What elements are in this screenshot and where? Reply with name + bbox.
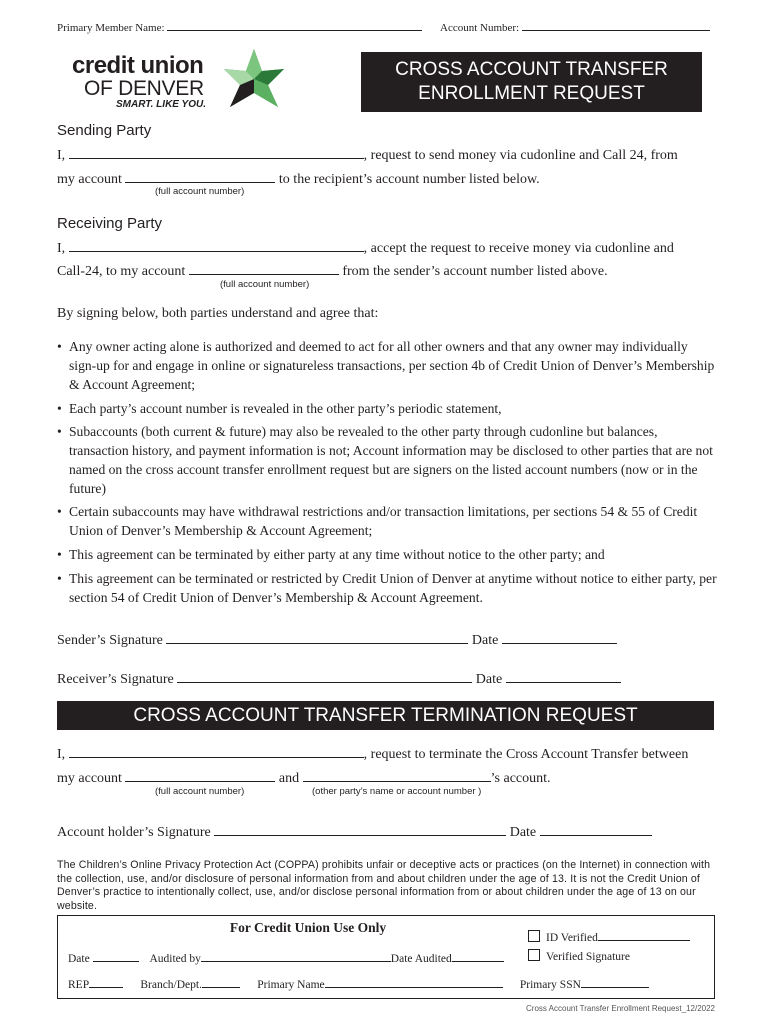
audit-row xyxy=(68,951,504,965)
form-title-box xyxy=(361,52,702,112)
account-number-label: Account Number: xyxy=(440,22,520,34)
id-verified-label: ID Verified xyxy=(546,932,598,944)
receiver-date-input[interactable] xyxy=(506,670,621,683)
holder-date-label: Date xyxy=(509,825,537,840)
termination-name-input[interactable] xyxy=(69,745,364,758)
sender-date-label: Date xyxy=(471,633,499,648)
sending-request-text: , request to send money via cudonline and Call 24, from xyxy=(363,148,678,163)
star-logo-icon xyxy=(222,47,286,111)
id-verified-input[interactable] xyxy=(598,930,690,941)
receiver-signature-row xyxy=(57,670,621,688)
bullet-item: • Any owner acting alone is authorized and deemed to act for all other owners and that any owner may individually sign-up for and engage in online or signatureless transactions, per section 4b of Credit Union of Denver’s Membership & Account Agreement; xyxy=(57,337,717,394)
receiving-line2 xyxy=(57,262,608,280)
primary-member-input[interactable] xyxy=(167,20,422,31)
bullet-item: • This agreement can be terminated or restricted by Credit Union of Denver at anytime without notice to either party, per section 54 of Credit Union of Denver’s Membership & Account Agreement. xyxy=(57,571,717,605)
receiver-sig-label: Receiver’s Signature xyxy=(57,672,174,687)
sending-my-account: my account xyxy=(57,172,122,187)
coppa-notice: The Children’s Online Privacy Protection Act (COPPA) prohibits unfair or deceptive acts or practices (on the Internet) in connection with the collection, use, and/or disclosure of personal information from and about children under the age of 13. It is not the Credit Union of Denver’s practice to intentionally collect, use, and/or disclose personal information from or about children under the age of 13 on our website. xyxy=(57,859,711,912)
account-number-input[interactable] xyxy=(522,20,710,31)
termination-i: I, xyxy=(57,747,66,762)
receiving-line1 xyxy=(57,239,674,257)
verified-signature-checkbox[interactable] xyxy=(528,949,540,961)
account-number-field xyxy=(440,20,710,34)
bullet-text: Any owner acting alone is authorized and deemed to act for all other owners and that any owner may individually sign-up for and engage in online or signatureless transactions, per section 4b of Credit Union of Denver’s Membership & Account Agreement; xyxy=(69,339,715,392)
agreement-intro: By signing below, both parties understand and agree that: xyxy=(57,306,379,321)
logo-line1: credit union xyxy=(72,52,204,79)
sender-account-input[interactable] xyxy=(125,170,275,183)
form-title-line1: CROSS ACCOUNT TRANSFER xyxy=(395,59,668,80)
receiver-name-input[interactable] xyxy=(69,239,364,252)
primary-ssn-label: Primary SSN xyxy=(519,979,581,991)
audited-by-label: Audited by xyxy=(149,953,201,965)
termination-hint1: (full account number) xyxy=(155,786,245,797)
other-party-input[interactable] xyxy=(303,769,491,782)
branch-input[interactable] xyxy=(202,977,240,988)
receiver-signature-input[interactable] xyxy=(177,670,472,683)
sender-signature-input[interactable] xyxy=(166,631,468,644)
bullet-item: • Certain subaccounts may have withdrawal restrictions and/or transaction limitations, per sections 54 & 55 of Credit Union of Denver’s Membership & Account Agreement; xyxy=(57,502,717,540)
cu-use-box xyxy=(57,915,715,999)
primary-name-label: Primary Name xyxy=(257,979,325,991)
logo xyxy=(72,52,297,114)
sender-date-input[interactable] xyxy=(502,631,617,644)
bullet-item: • Each party’s account number is revealed in the other party’s periodic statement, xyxy=(57,399,717,418)
sender-sig-label: Sender’s Signature xyxy=(57,633,163,648)
receiving-heading: Receiving Party xyxy=(57,215,163,232)
rep-input[interactable] xyxy=(89,977,123,988)
bullet-text: This agreement can be terminated or restricted by Credit Union of Denver at anytime without notice to either party, per section 54 of Credit Union of Denver’s Membership & Account Agreement. xyxy=(69,571,717,605)
termination-hint2: (other party’s name or account number ) xyxy=(312,786,482,797)
sending-line1 xyxy=(57,146,678,164)
date-label: Date xyxy=(68,953,90,965)
verified-signature-row[interactable] xyxy=(528,949,630,963)
termination-line1 xyxy=(57,745,688,763)
primary-ssn-input[interactable] xyxy=(581,977,649,988)
date-audited-label: Date Audited xyxy=(390,953,452,965)
receiving-accept-text: , accept the request to receive money via cudonline and xyxy=(363,241,674,256)
sender-name-input[interactable] xyxy=(69,146,364,159)
termination-request-text: , request to terminate the Cross Account Transfer between xyxy=(363,747,689,762)
bullet-text: Each party’s account number is revealed in the other party’s periodic statement, xyxy=(69,401,502,416)
primary-member-label: Primary Member Name: xyxy=(57,22,165,34)
sending-to-text: to the recipient’s account number listed below. xyxy=(278,172,540,187)
sender-signature-row xyxy=(57,631,617,649)
holder-signature-row xyxy=(57,823,652,841)
receiver-date-label: Date xyxy=(475,672,503,687)
date-audited-input[interactable] xyxy=(452,951,504,962)
primary-member-field xyxy=(57,20,422,34)
holder-date-input[interactable] xyxy=(540,823,652,836)
sending-heading: Sending Party xyxy=(57,122,152,139)
receiving-i: I, xyxy=(57,241,66,256)
primary-name-input[interactable] xyxy=(325,977,503,988)
holder-sig-label: Account holder’s Signature xyxy=(57,825,211,840)
termination-title: CROSS ACCOUNT TRANSFER TERMINATION REQUEST xyxy=(57,701,714,730)
bullet-text: This agreement can be terminated by either party at any time without notice to the other party; and xyxy=(69,547,605,562)
termination-my-account: my account xyxy=(57,771,122,786)
logo-tagline: SMART. LIKE YOU. xyxy=(116,99,207,110)
branch-label: Branch/Dept. xyxy=(140,979,202,991)
bullet-text: Subaccounts (both current & future) may also be revealed to the other party through cudonline but balances, transaction history, and payment information is not; Account information may be disclosed to other parties that are not named on the cross account transfer enrollment request but are signers on the listed account numbers (now or in the future) xyxy=(69,424,713,496)
bullet-text: Certain subaccounts may have withdrawal restrictions and/or transaction limitations, per sections 54 & 55 of Credit Union of Denver’s Membership & Account Agreement; xyxy=(69,504,698,538)
id-verified-row[interactable] xyxy=(528,930,690,944)
rep-label: REP xyxy=(68,979,90,991)
id-verified-checkbox[interactable] xyxy=(528,930,540,942)
receiving-hint: (full account number) xyxy=(220,279,310,290)
date-input[interactable] xyxy=(93,951,139,962)
bullet-item: • Subaccounts (both current & future) may also be revealed to the other party through cudonline but balances, transaction history, and payment information is not; Account information may be disclosed to other parties that are not named on the cross account transfer enrollment request but are signers on the listed account numbers (now or in the future) xyxy=(57,422,717,498)
receiving-from-text: from the sender’s account number listed above. xyxy=(342,264,608,279)
sending-i: I, xyxy=(57,148,66,163)
audited-by-input[interactable] xyxy=(201,951,391,962)
rep-row xyxy=(68,977,649,991)
holder-signature-input[interactable] xyxy=(214,823,506,836)
termination-account-input[interactable] xyxy=(125,769,275,782)
receiver-account-input[interactable] xyxy=(189,262,339,275)
verified-signature-label: Verified Signature xyxy=(546,951,630,963)
termination-and: and xyxy=(278,771,300,786)
logo-line2: OF DENVER xyxy=(84,77,204,100)
form-title-line2: ENROLLMENT REQUEST xyxy=(418,83,645,104)
footer-text: Cross Account Transfer Enrollment Request_12/2022 xyxy=(526,1004,715,1013)
sending-hint: (full account number) xyxy=(155,186,245,197)
cu-use-title: For Credit Union Use Only xyxy=(229,920,387,935)
termination-line2 xyxy=(57,769,551,787)
bullet-item: • This agreement can be terminated by either party at any time without notice to the other party; and xyxy=(57,545,717,564)
receiving-call24: Call-24, to my account xyxy=(57,264,186,279)
termination-account-suffix: ’s account. xyxy=(490,771,551,786)
sending-line2 xyxy=(57,170,540,188)
